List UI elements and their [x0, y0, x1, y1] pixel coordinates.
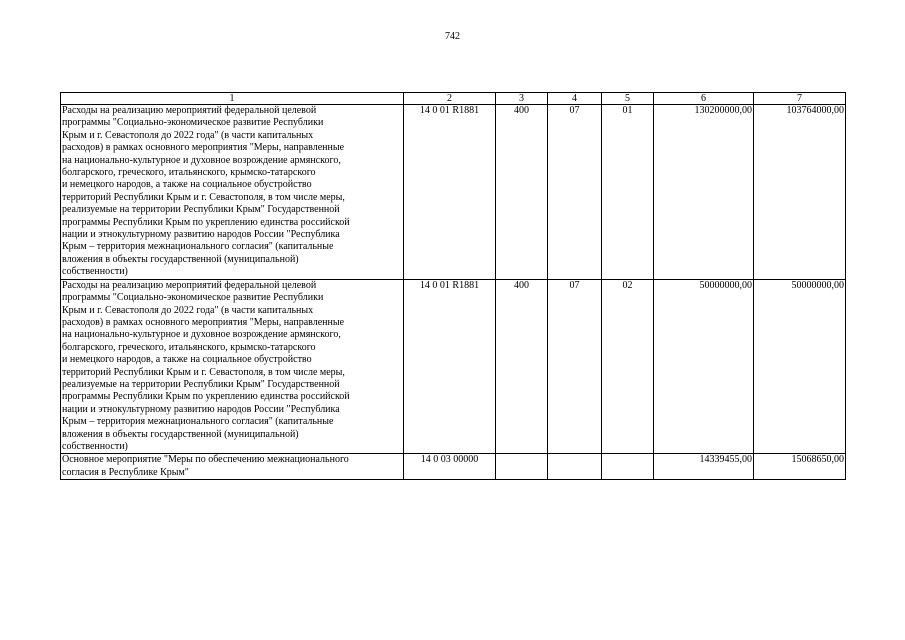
- row-description: Основное мероприятие "Меры по обеспечению межнационального согласия в Республике Крым": [61, 454, 404, 480]
- row-description: Расходы на реализацию мероприятий федеральной целевой программы "Социально-экономическое развитие Республики Крым и г. Севастополя до 2022 года" (в части капитальных расходов) в рамках основного мероприятия "Меры, направленные на национально-культурное и духовное возрождение армянского, болгарского, греческого, итальянского, крымско-татарского и немецкого народов, а также на социальное обустройство территорий Республики Крым и г. Севастополя, в том числе меры, реализуемые на территории Республики Крым" Государственной программы Республики Крым по укреплению единства российской нации и этнокультурному развитию народов России "Республика Крым – территория межнационального согласия" (капитальные вложения в объекты государственной (муниципальной) собственности): [61, 105, 404, 280]
- amount-column-6: 130200000,00: [654, 105, 754, 280]
- column-header-2: 2: [404, 93, 496, 105]
- page-number: 742: [445, 31, 460, 42]
- expense-type-code: 400: [496, 105, 548, 280]
- amount-column-7: 50000000,00: [754, 279, 846, 454]
- table-row: [61, 105, 846, 280]
- amount-column-7: 15068650,00: [754, 454, 846, 480]
- column-header-1: 1: [61, 93, 404, 105]
- column-header-4: 4: [548, 93, 602, 105]
- section-code: [548, 454, 602, 480]
- table-row: [61, 454, 846, 480]
- section-code: 07: [548, 105, 602, 280]
- amount-column-6: 14339455,00: [654, 454, 754, 480]
- expense-type-code: 400: [496, 279, 548, 454]
- column-header-6: 6: [654, 93, 754, 105]
- amount-column-6: 50000000,00: [654, 279, 754, 454]
- budget-table: [60, 92, 846, 480]
- column-header-5: 5: [602, 93, 654, 105]
- subsection-code: 01: [602, 105, 654, 280]
- subsection-code: 02: [602, 279, 654, 454]
- table-row: [61, 279, 846, 454]
- column-header-7: 7: [754, 93, 846, 105]
- amount-column-7: 103764000,00: [754, 105, 846, 280]
- section-code: 07: [548, 279, 602, 454]
- row-description: Расходы на реализацию мероприятий федеральной целевой программы "Социально-экономическое развитие Республики Крым и г. Севастополя до 2022 года" (в части капитальных расходов) в рамках основного мероприятия "Меры, направленные на национально-культурное и духовное возрождение армянского, болгарского, греческого, итальянского, крымско-татарского и немецкого народов, а также на социальное обустройство территорий Республики Крым и г. Севастополя, в том числе меры, реализуемые на территории Республики Крым" Государственной программы Республики Крым по укреплению единства российской нации и этнокультурному развитию народов России "Республика Крым – территория межнационального согласия" (капитальные вложения в объекты государственной (муниципальной) собственности): [61, 279, 404, 454]
- target-article-code: 14 0 01 R1881: [404, 279, 496, 454]
- column-header-3: 3: [496, 93, 548, 105]
- expense-type-code: [496, 454, 548, 480]
- target-article-code: 14 0 03 00000: [404, 454, 496, 480]
- column-number-row: [61, 93, 846, 105]
- subsection-code: [602, 454, 654, 480]
- target-article-code: 14 0 01 R1881: [404, 105, 496, 280]
